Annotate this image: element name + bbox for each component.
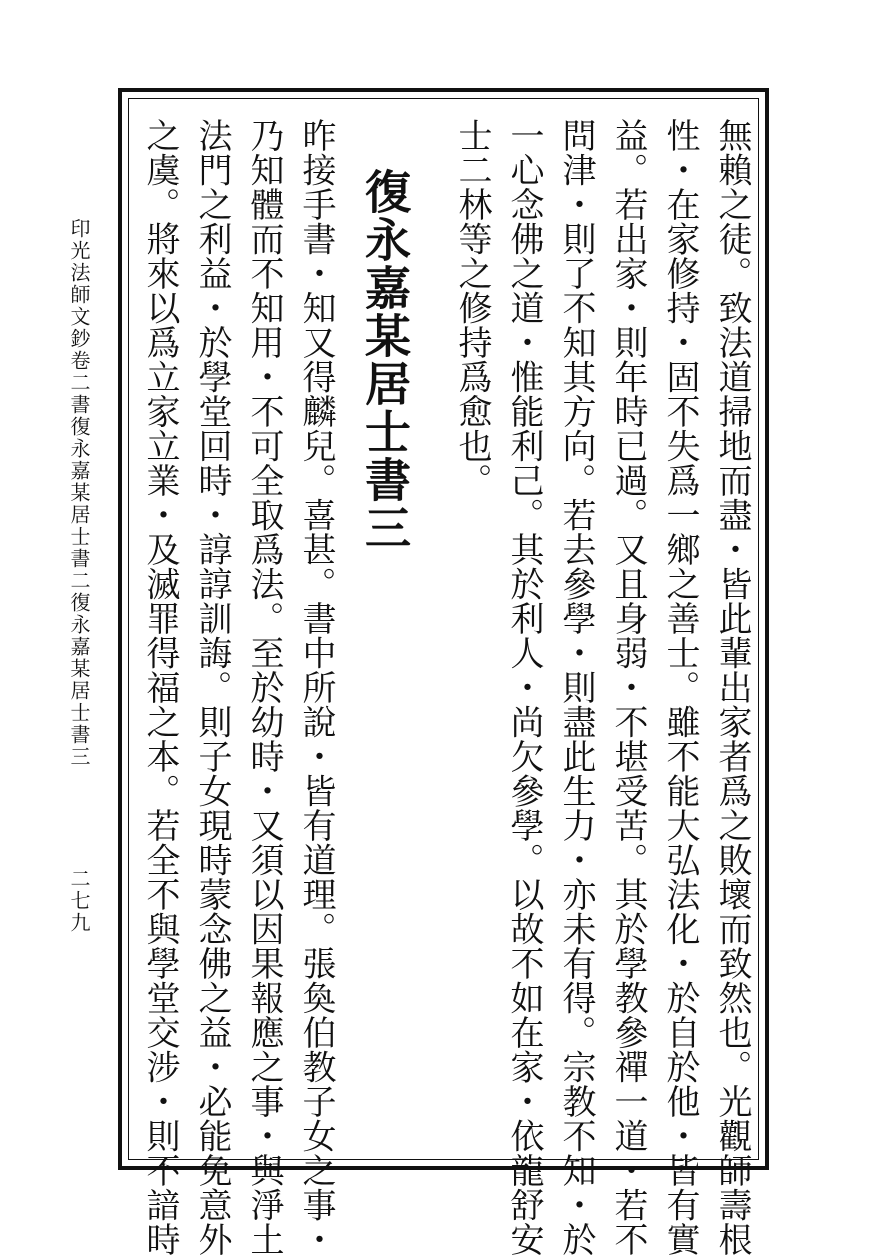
book-title: 印光法師文鈔卷二 xyxy=(67,218,91,394)
letter-column-4: 之虞。將來以爲立家立業・及滅罪得福之本。若全不與學堂交涉・則不諳時 xyxy=(140,118,180,1257)
letter-column-1: 昨接手書・知又得麟兒。喜甚。書中所說・皆有道理。張奐伯教子女之事・ xyxy=(296,118,336,1257)
letter-column-2: 乃知體而不知用・不可全取爲法。至於幼時・又須以因果報應之事・與淨土 xyxy=(244,118,284,1257)
letter-title: 復永嘉某居士書三 xyxy=(358,168,412,552)
text-column-1: 無賴之徒。致法道掃地而盡・皆此輩出家者爲之敗壞而致然也。光觀師壽根 xyxy=(712,118,752,1257)
letter-title-3: 復永嘉某居士書三 xyxy=(67,592,91,768)
text-column-5: 一心念佛之道・惟能利己。其於利人・尚欠參學。以故不如在家・依龍舒安 xyxy=(504,118,544,1257)
running-header xyxy=(65,218,93,768)
text-column-4: 問津・則了不知其方向。若去參學・則盡此生力・亦未有得。宗教不知・於 xyxy=(556,118,596,1257)
text-column-2: 性・在家修持・固不失爲一鄉之善士。雖不能大弘法化・於自於他・皆有實 xyxy=(660,118,700,1257)
page-number: 二七九 xyxy=(67,868,91,934)
text-column-6: 士二林等之修持爲愈也。 xyxy=(452,118,492,498)
letter-column-3: 法門之利益・於學堂回時・諄諄訓誨。則子女現時蒙念佛之益・必能免意外 xyxy=(192,118,232,1257)
text-column-3: 益。若出家・則年時已過。又且身弱・不堪受苦。其於學教參禪一道・若不 xyxy=(608,118,648,1257)
section-label: 書 xyxy=(67,394,91,416)
letter-title-2: 復永嘉某居士書二 xyxy=(67,416,91,592)
